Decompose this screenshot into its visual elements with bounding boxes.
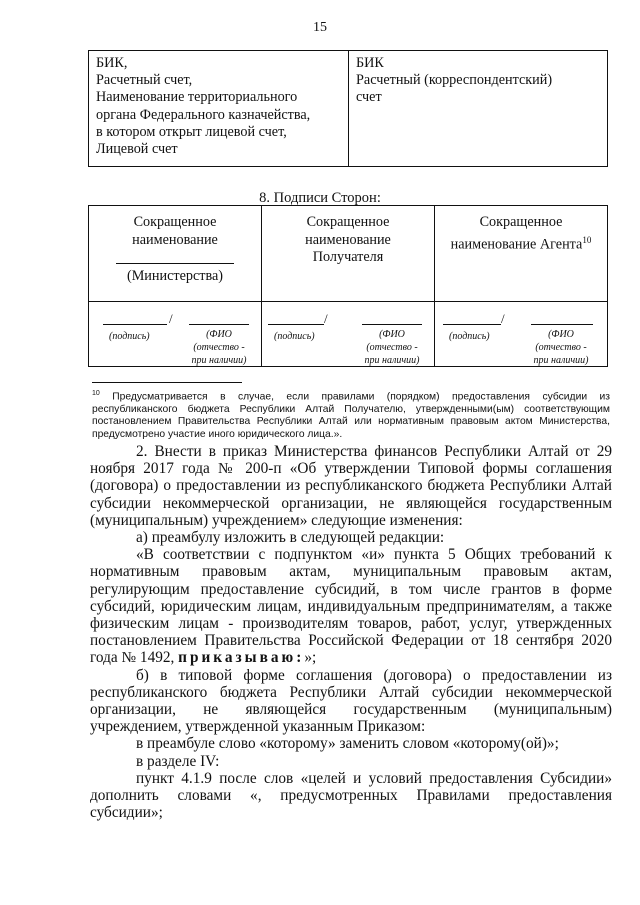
sig-header-line: Сокращенное (306, 214, 390, 230)
sig-header-line: Сокращенное (479, 214, 563, 230)
sig-header-line: наименование (132, 231, 218, 248)
sig-header-ministry (89, 206, 262, 302)
bank-right-line: счет (356, 89, 382, 106)
document-body (90, 443, 612, 821)
fio-line (531, 324, 593, 325)
sig-cell-ministry (89, 302, 262, 367)
sig-header-line: наименование (305, 231, 391, 248)
sig-cell-agent (435, 302, 608, 367)
fio-label: (ФИО (отчество - при наличии) (191, 329, 247, 366)
signature-line (103, 324, 167, 325)
emphasis-text: приказываю: (178, 649, 305, 667)
paragraph: в преамбуле слово «которому» заменить словом «которому(ой)»; (136, 735, 559, 753)
sig-header-subtitle: (Министерства) (126, 268, 224, 284)
paragraph: пункт 4.1.9 после слов «целей и условий предоставления Субсидии» дополнить словами «, предусмотренных Правилами предоставления субсидии»; (90, 769, 612, 822)
bank-left-line: Расчетный счет, (96, 72, 193, 89)
footnote (92, 388, 610, 441)
sig-header-recipient (262, 206, 435, 302)
paragraph: б) в типовой форме соглашения (договора) о предоставлении из республиканского бюджета Республики Алтай субсидии некоммерческой организации, не являющейся государственным (муниципальным) учреждением, утвержденной указанным Приказом: (90, 666, 612, 736)
footnote-ref: 10 (582, 234, 592, 245)
bank-left-line: БИК, (96, 55, 128, 71)
sign-label: (подпись) (449, 331, 490, 342)
bank-details-table (88, 50, 608, 167)
signature-line (268, 324, 324, 325)
fio-line (362, 324, 422, 325)
sig-header-line: Получателя (312, 249, 384, 265)
sig-header-line: Сокращенное (133, 214, 217, 230)
bank-left-line: Лицевой счет (96, 141, 178, 158)
sig-header-line: наименование Агента (450, 236, 583, 253)
bank-left-line: Наименование территориального (96, 89, 298, 106)
footnote-mark: 10 (92, 390, 100, 397)
bank-right-line: Расчетный (корреспондентский) (356, 72, 553, 89)
bank-left-line: органа Федерального казначейства, (96, 106, 311, 123)
fio-label: (ФИО (отчество - при наличии) (533, 329, 589, 366)
paragraph: 2. Внести в приказ Министерства финансов Республики Алтай от 29 ноября 2017 года № 200-п «Об утверждении Типовой формы соглашения (договора) о предоставлении из республиканского бюджета Республики Алтай субсидии некоммерческой организации, не являющейся государственным (муниципальным) учреждением» следующие изменения: (90, 443, 612, 529)
signatures-table (88, 205, 608, 367)
paragraph (90, 546, 612, 666)
paragraph-text: «В соответствии с подпунктом «и» пункта 5 Общих требований к нормативным правовым актам, муниципальным правовым актам, регулирующим предоставление субсидий, в том числе грантов в форме субсидий, юридическим лицам, индивидуальным предпринимателям, а также физическим лицам - производителям товаров, работ, услуг, утвержденных постановлением Правительства Российской Федерации от 18 сентября 2020 года № 1492, (90, 546, 612, 667)
slash: / (169, 311, 173, 326)
paragraph: в разделе IV: (136, 752, 220, 770)
fio-line (189, 324, 249, 325)
sign-label: (подпись) (274, 331, 315, 342)
footnote-text: Предусматривается в случае, если правилами (порядком) предоставления субсидии из республиканского бюджета Республики Алтай Получателю, утвержденными(ым) соответствующим постановлением Правительства Республики Алтай или нормативным правовым актом Министерства, предусмотрено участие иного юридического лица.». (92, 391, 610, 440)
fio-label: (ФИО (отчество - при наличии) (364, 329, 420, 366)
slash: / (324, 311, 328, 326)
sig-cell-recipient (262, 302, 435, 367)
sign-label: (подпись) (109, 331, 150, 342)
bank-left-line: в котором открыт лицевой счет, (96, 123, 287, 140)
paragraph: а) преамбулу изложить в следующей редакции: (136, 529, 445, 547)
sig-header-rule (116, 263, 234, 264)
signature-line (443, 324, 501, 325)
signatures-heading: 8. Подписи Сторон: (259, 190, 381, 206)
footnote-rule (92, 382, 242, 383)
sig-header-agent (435, 206, 608, 302)
bank-right-cell (349, 51, 608, 167)
slash: / (501, 311, 505, 326)
bank-right-line: БИК (356, 55, 384, 71)
paragraph-text: »; (304, 649, 317, 667)
bank-left-cell (89, 51, 349, 167)
page-number: 15 (313, 20, 327, 35)
